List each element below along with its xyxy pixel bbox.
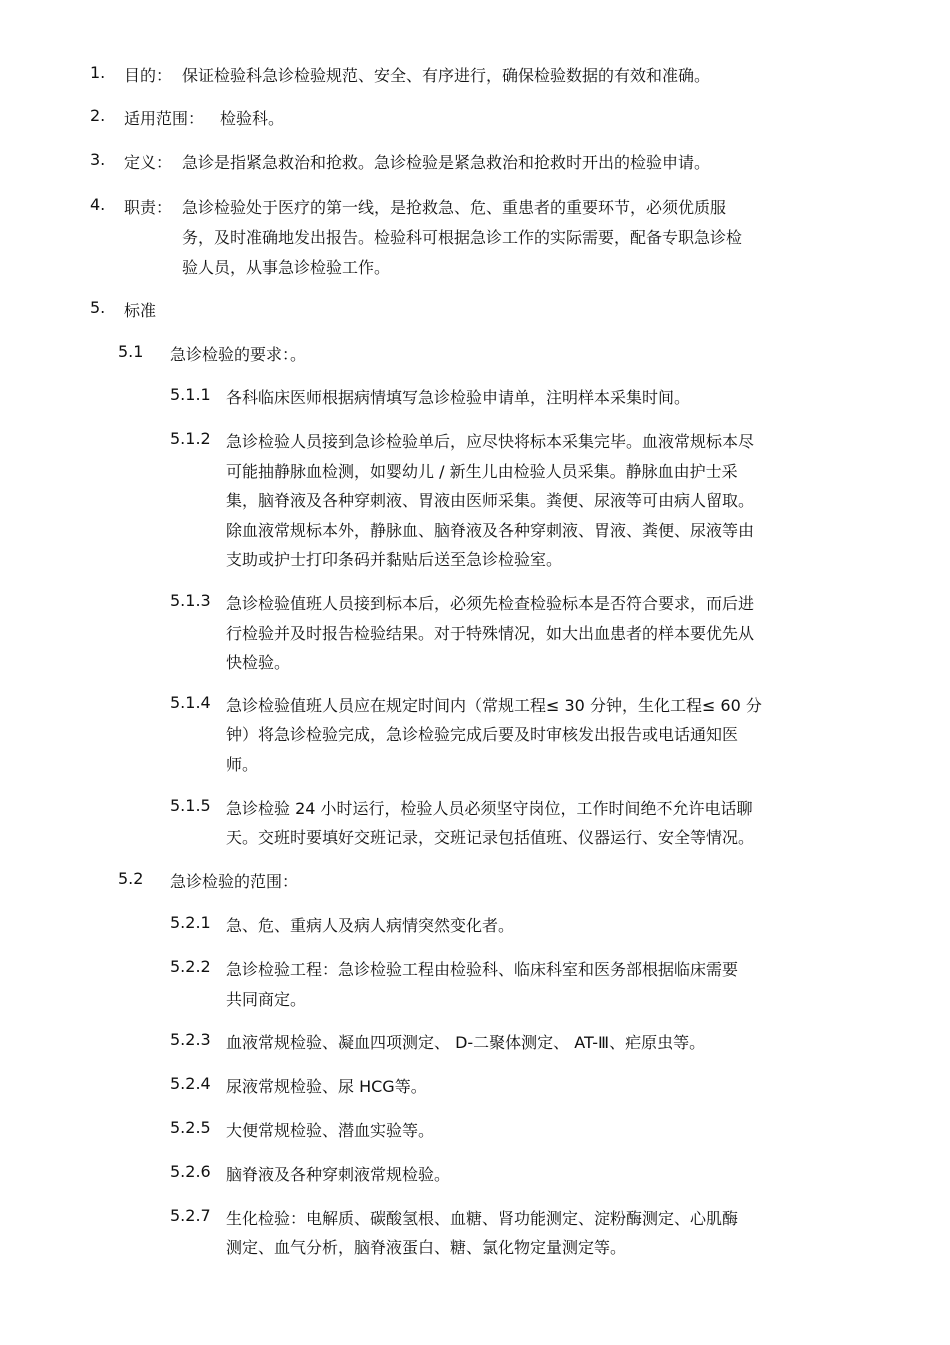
section-number: 1. — [90, 63, 106, 82]
subsection-title: 急诊检验的范围： — [170, 872, 299, 891]
item-text: 尿液常规检验、尿 HCG等。 — [226, 1077, 427, 1096]
item-text: 测定、血气分析，脑脊液蛋白、糖、氯化物定量测定等。 — [226, 1238, 627, 1257]
item-text: 生化检验：电解质、碳酸氢根、血糖、肾功能测定、淀粉酶测定、心肌酶 — [226, 1209, 739, 1228]
item-number: 5.1.2 — [170, 429, 211, 448]
item-text: 各科临床医师根据病情填写急诊检验申请单，注明样本采集时间。 — [226, 388, 691, 407]
item-text: 快检验。 — [226, 653, 291, 672]
section-label: 目的： — [124, 66, 173, 85]
subsection-title: 急诊检验的要求：。 — [170, 345, 307, 364]
item-text: 脑脊液及各种穿刺液常规检验。 — [226, 1165, 451, 1184]
item-text: 急诊检验值班人员应在规定时间内（常规工程≤ 30 分钟，生化工程≤ 60 分 — [226, 696, 762, 715]
item-number: 5.2.1 — [170, 913, 211, 932]
item-text: 集，脑脊液及各种穿刺液、胃液由医师采集。粪便、尿液等可由病人留取。 — [226, 491, 755, 510]
subsection-number: 5.2 — [118, 869, 144, 888]
item-number: 5.2.3 — [170, 1030, 211, 1049]
item-text: 可能抽静脉血检测，如婴幼儿 / 新生儿由检验人员采集。静脉血由护士采 — [226, 462, 738, 481]
section-label: 标准 — [124, 301, 157, 320]
section-text: 急诊是指紧急救治和抢救。急诊检验是紧急救治和抢救时开出的检验申请。 — [182, 153, 711, 172]
item-text: 急诊检验工程：急诊检验工程由检验科、临床科室和医务部根据临床需要 — [226, 960, 739, 979]
item-text: 急、危、重病人及病人病情突然变化者。 — [226, 916, 515, 935]
section-number: 4. — [90, 195, 106, 214]
subsection-number: 5.1 — [118, 342, 144, 361]
item-number: 5.2.2 — [170, 957, 211, 976]
item-number: 5.2.4 — [170, 1074, 211, 1093]
item-number: 5.1.4 — [170, 693, 211, 712]
item-text: 共同商定。 — [226, 990, 307, 1009]
section-label: 职责： — [124, 198, 173, 217]
section-text: 保证检验科急诊检验规范、安全、有序进行，确保检验数据的有效和准确。 — [182, 66, 711, 85]
item-text: 行检验并及时报告检验结果。对于特殊情况，如大出血患者的样本要优先从 — [226, 624, 755, 643]
item-text: 急诊检验人员接到急诊检验单后，应尽快将标本采集完毕。血液常规标本尽 — [226, 432, 755, 451]
item-number: 5.2.7 — [170, 1206, 211, 1225]
item-text: 急诊检验值班人员接到标本后，必须先检查检验标本是否符合要求，而后进 — [226, 594, 755, 613]
item-text: 支助或护士打印条码并黏贴后送至急诊检验室。 — [226, 550, 563, 569]
item-text: 师。 — [226, 755, 259, 774]
section-text: 急诊检验处于医疗的第一线，是抢救急、危、重患者的重要环节，必须优质服 — [182, 198, 727, 217]
item-number: 5.1.1 — [170, 385, 211, 404]
item-text: 大便常规检验、潜血实验等。 — [226, 1121, 435, 1140]
section-number: 3. — [90, 150, 106, 169]
item-number: 5.2.6 — [170, 1162, 211, 1181]
item-text: 除血液常规标本外，静脉血、脑脊液及各种穿刺液、胃液、粪便、尿液等由 — [226, 521, 755, 540]
item-text: 急诊检验 24 小时运行，检验人员必须坚守岗位，工作时间绝不允许电话聊 — [226, 799, 753, 818]
item-text: 天。交班时要填好交班记录，交班记录包括值班、仪器运行、安全等情况。 — [226, 828, 755, 847]
item-number: 5.1.5 — [170, 796, 211, 815]
item-number: 5.2.5 — [170, 1118, 211, 1137]
section-label: 适用范围： — [124, 109, 205, 128]
item-text: 钟）将急诊检验完成，急诊检验完成后要及时审核发出报告或电话通知医 — [226, 725, 739, 744]
item-text: 血液常规检验、凝血四项测定、 D-二聚体测定、 AT-Ⅲ、疟原虫等。 — [226, 1033, 706, 1052]
section-text: 检验科。 — [220, 109, 285, 128]
section-text: 验人员，从事急诊检验工作。 — [182, 258, 391, 277]
section-text: 务，及时准确地发出报告。检验科可根据急诊工作的实际需要，配备专职急诊检 — [182, 228, 743, 247]
item-number: 5.1.3 — [170, 591, 211, 610]
section-number: 5. — [90, 298, 106, 317]
section-number: 2. — [90, 106, 106, 125]
section-label: 定义： — [124, 153, 173, 172]
